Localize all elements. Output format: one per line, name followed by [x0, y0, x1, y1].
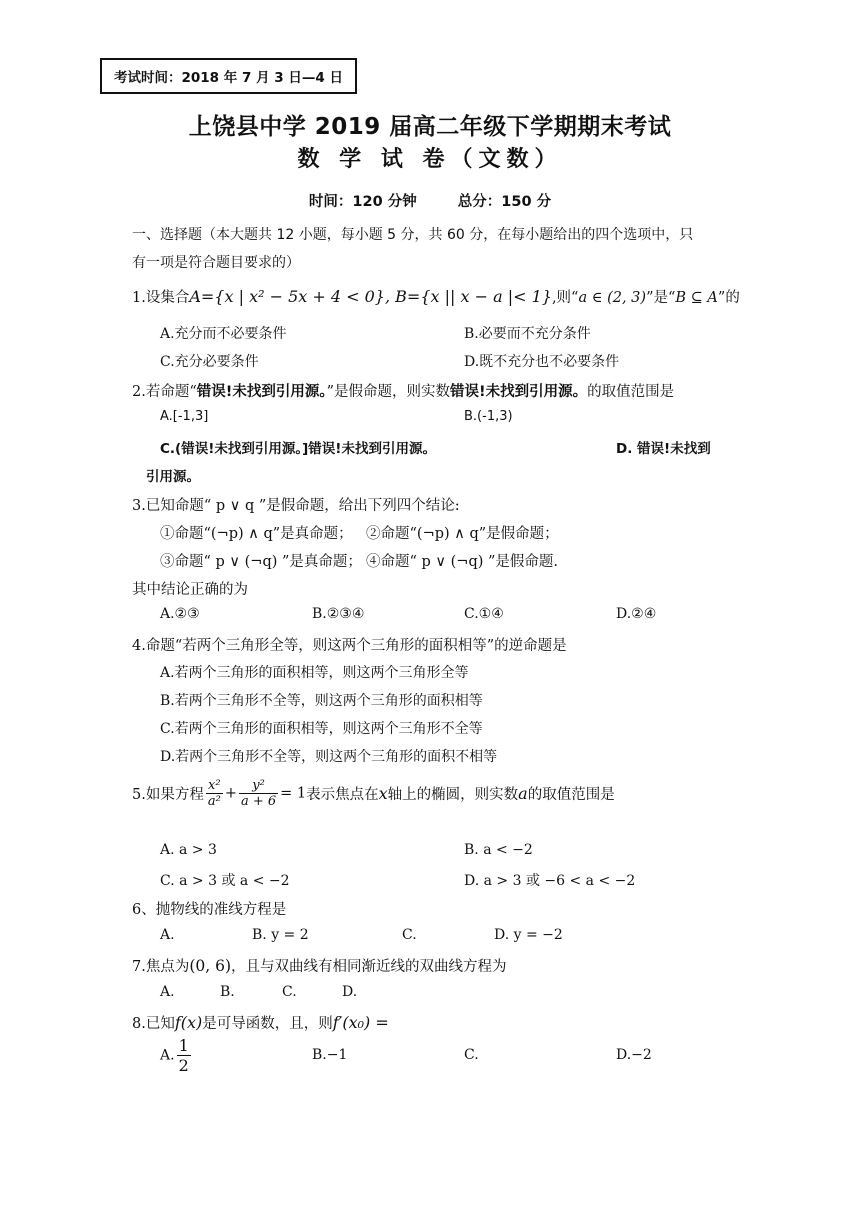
- q3-option-c: C.①④: [464, 606, 504, 622]
- q2-option-b: B.(-1,3): [464, 409, 513, 424]
- q5-prefix: 5.如果方程: [132, 787, 204, 803]
- question-5-stem: [132, 778, 615, 809]
- question-4-stem: 4.命题“若两个三角形全等，则这两个三角形的面积相等”的逆命题是: [132, 638, 567, 654]
- q2-mid: ”是假命题，则实数: [326, 384, 451, 400]
- q8-option-b: B.−1: [312, 1047, 348, 1063]
- q4-option-b: B.若两个三角形不全等，则这两个三角形的面积相等: [160, 693, 483, 709]
- q7-option-b: B.: [220, 984, 235, 1000]
- q2-suffix: 的取值范围是: [587, 384, 675, 400]
- q5-fraction-y: [239, 778, 278, 809]
- q1-prefix: 1.设集合: [132, 290, 190, 306]
- q8-option-a: [160, 1036, 193, 1075]
- q3-conclusion-2: ②命题“(¬p) ∧ q”是假命题；: [366, 526, 559, 542]
- exam-meta: [0, 190, 860, 211]
- q6-option-d: D. y = −2: [494, 927, 563, 943]
- q5-frac2-num: y²: [239, 778, 278, 794]
- page-title: 上饶县中学 2019 届高二年级下学期期末考试: [188, 114, 672, 140]
- q8-option-d: D.−2: [616, 1047, 652, 1063]
- question-2-stem: [132, 380, 674, 401]
- section-heading-line2: 有一项是符合题目要求的）: [132, 255, 300, 271]
- q7-focus-point: (0, 6): [189, 957, 232, 975]
- q8-option-c: C.: [464, 1047, 479, 1063]
- question-7-stem: [132, 955, 507, 976]
- q8-derivative: f′(x₀) =: [332, 1013, 389, 1032]
- q5-frac1-num: x²: [206, 778, 223, 794]
- q5-frac1-den: a²: [207, 794, 221, 809]
- q2-option-c: C.(错误!未找到引用源。]错误!未找到引用源。: [160, 441, 436, 457]
- q7-option-c: C.: [282, 984, 297, 1000]
- q5-option-a: A. a > 3: [160, 842, 217, 858]
- q5-equals: = 1: [280, 785, 307, 802]
- q2-option-d: D. 错误!未找到: [616, 441, 711, 457]
- q1-option-b: B.必要而不充分条件: [464, 326, 591, 342]
- question-6-stem: 6、抛物线的准线方程是: [132, 902, 287, 918]
- q5-plus: +: [224, 785, 237, 802]
- q8-frac-den: 2: [178, 1056, 189, 1075]
- q5-option-c: C. a > 3 或 a < −2: [160, 873, 290, 889]
- question-3-stem: 3.已知命题“ p ∨ q ”是假命题，给出下列四个结论:: [132, 498, 460, 514]
- q3-conclusion-4: ④命题“ p ∨ (¬q) ”是假命题.: [366, 554, 559, 570]
- q7-prefix: 7.焦点为: [132, 959, 190, 975]
- q4-option-d: D.若两个三角形不全等，则这两个三角形的面积不相等: [160, 749, 498, 765]
- q7-option-a: A.: [160, 984, 175, 1000]
- q3-conclusion-1: ①命题“(¬p) ∧ q”是真命题；: [160, 526, 353, 542]
- q5-frac2-den: a + 6: [240, 794, 277, 809]
- q4-option-c: C.若两个三角形的面积相等，则这两个三角形不全等: [160, 721, 483, 737]
- q3-option-b: B.②③④: [312, 606, 365, 622]
- q6-option-a: A.: [160, 927, 175, 943]
- q7-option-d: D.: [342, 984, 358, 1000]
- q5-mid: 表示焦点在: [306, 787, 379, 803]
- q3-option-d: D.②④: [616, 606, 657, 622]
- q1-option-a: A.充分而不必要条件: [160, 326, 287, 342]
- q8-option-a-fraction: [177, 1036, 191, 1075]
- q1-option-d: D.既不充分也不必要条件: [464, 354, 620, 370]
- q2-option-d-continued: 引用源。: [146, 469, 200, 485]
- q5-fraction-x: [206, 778, 223, 809]
- q1-mid: ,则“: [551, 290, 579, 306]
- q8-prefix: 8.已知: [132, 1016, 175, 1032]
- q3-conclusion-3: ③命题“ p ∨ (¬q) ”是真命题；: [160, 554, 362, 570]
- question-1-stem: [132, 286, 740, 307]
- q6-option-b: B. y = 2: [252, 927, 309, 943]
- q4-option-a: A.若两个三角形的面积相等，则这两个三角形全等: [160, 665, 469, 681]
- q8-frac-num: 1: [178, 1036, 189, 1055]
- page-subtitle: 数 学 试 卷（文数）: [297, 147, 563, 172]
- q1-condition: a ∈ (2, 3): [578, 290, 647, 306]
- q1-condition2: B ⊆ A: [675, 290, 718, 306]
- q5-option-d: D. a > 3 或 −6 < a < −2: [464, 873, 636, 889]
- q1-mid2: ”是“: [646, 290, 676, 306]
- q1-option-c: C.充分必要条件: [160, 354, 259, 370]
- q5-a-var: a: [518, 784, 528, 803]
- q2-prefix: 2.若命题“: [132, 384, 197, 400]
- q6-option-c: C.: [402, 927, 417, 943]
- q1-suffix: ”的: [717, 290, 740, 306]
- q5-option-b: B. a < −2: [464, 842, 533, 858]
- q5-mid2: 轴上的椭圆，则实数: [387, 787, 519, 803]
- q7-suffix: ，且与双曲线有相同渐近线的双曲线方程为: [231, 959, 507, 975]
- exam-time-box: 考试时间：2018 年 7 月 3 日—4 日: [100, 58, 357, 94]
- exam-total-score: 总分：150 分: [457, 194, 552, 210]
- q8-option-a-label: A.: [160, 1047, 175, 1064]
- q2-option-a: A.[-1,3]: [160, 409, 209, 424]
- q5-x-var: x: [378, 784, 388, 803]
- question-8-stem: [132, 1012, 389, 1033]
- section-heading-line1: 一、选择题（本大题共 12 小题，每小题 5 分，共 60 分，在每小题给出的四个选项中，只: [132, 227, 694, 243]
- q3-option-a: A.②③: [160, 606, 200, 622]
- q5-suffix: 的取值范围是: [527, 787, 615, 803]
- q8-fx: f(x): [174, 1013, 203, 1032]
- q1-sets: A={x | x² − 5x + 4 < 0}, B={x || x − a |< 1}: [189, 287, 552, 306]
- exam-duration: 时间：120 分钟: [308, 194, 417, 210]
- q3-tail: 其中结论正确的为: [132, 582, 248, 598]
- q2-ref-error-1: 错误!未找到引用源。: [196, 384, 327, 400]
- q2-ref-error-2: 错误!未找到引用源。: [450, 384, 588, 400]
- q8-mid: 是可导函数，且，则: [202, 1016, 333, 1032]
